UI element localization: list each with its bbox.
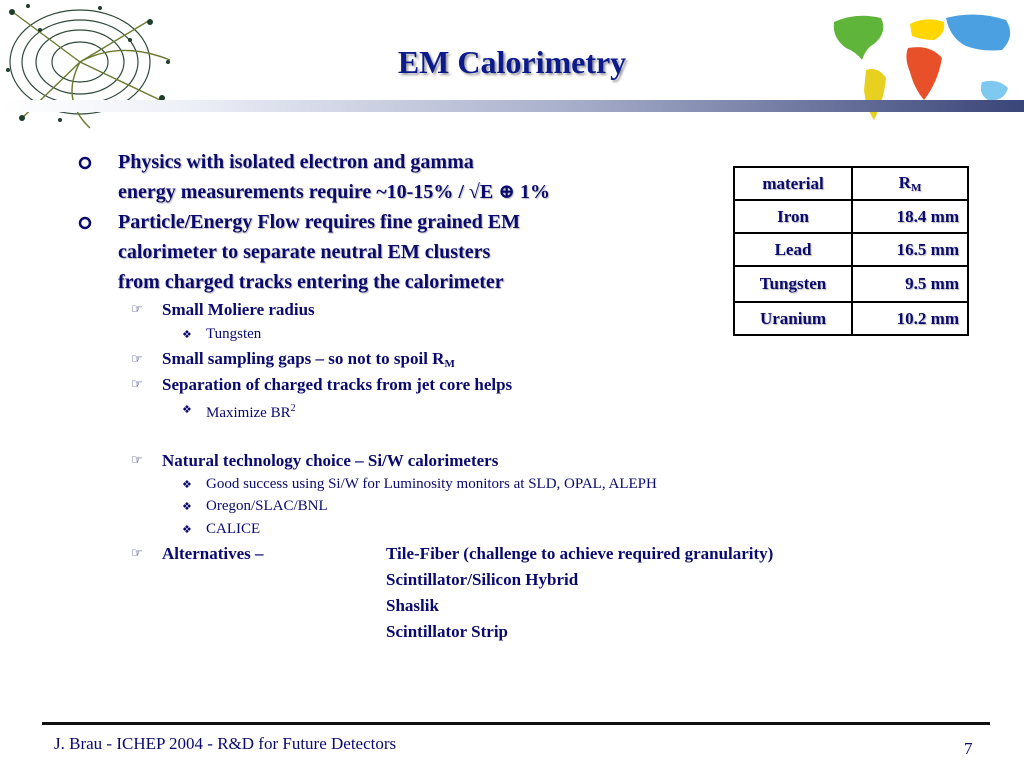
pointing-hand-bullet-icon: ☞: [131, 302, 143, 317]
bullet-particle-flow-line3: from charged tracks entering the calorimeter: [118, 271, 504, 293]
table-header-rm: [852, 167, 968, 200]
table-cell-value: 18.4 mm: [852, 200, 968, 233]
bullet-physics-line1: Physics with isolated electron and gamma: [118, 151, 474, 173]
alternative-item: Scintillator Strip: [386, 622, 508, 641]
maximize-text: Maximize BR: [206, 405, 291, 421]
table-cell-material: Iron: [734, 200, 852, 233]
table-header-material: material: [734, 167, 852, 200]
table-cell-material: Lead: [734, 233, 852, 266]
hollow-circle-bullet-icon: [78, 156, 92, 170]
diamond-star-bullet-icon: ❖: [182, 328, 192, 341]
diamond-star-bullet-icon: ❖: [182, 500, 192, 513]
slide-title: EM Calorimetry: [397, 44, 627, 80]
page-number: 7: [964, 739, 973, 758]
bullet-natural-technology: Natural technology choice – Si/W calorimeters: [162, 451, 499, 470]
table-row: [734, 233, 968, 266]
bullet-physics-line2: energy measurements require ~10-15% / √E ⊕ 1%: [118, 181, 550, 203]
bullet-alternatives-label: Alternatives –: [162, 544, 264, 563]
rm-subscript: M: [910, 182, 922, 194]
rm-main: R: [898, 173, 911, 192]
bullet-particle-flow-line2: calorimeter to separate neutral EM clusters: [118, 241, 491, 263]
pointing-hand-bullet-icon: ☞: [131, 546, 143, 561]
alternative-item: Tile-Fiber (challenge to achieve required granularity): [386, 544, 774, 563]
bullet-good-success: Good success using Si/W for Luminosity monitors at SLD, OPAL, ALEPH: [206, 476, 657, 492]
bullet-oregon: Oregon/SLAC/BNL: [206, 498, 328, 514]
table-cell-material: Tungsten: [734, 266, 852, 302]
table-cell-material: Uranium: [734, 302, 852, 335]
table-header-row: [734, 167, 968, 200]
small-gaps-text: Small sampling gaps – so not to spoil R: [162, 349, 445, 368]
table-cell-value: 10.2 mm: [852, 302, 968, 335]
bullet-small-moliere: Small Moliere radius: [162, 300, 315, 319]
table-row: [734, 200, 968, 233]
footer-text: J. Brau - ICHEP 2004 - R&D for Future Detectors: [54, 734, 397, 753]
bullet-tungsten: Tungsten: [206, 326, 262, 342]
table-row: [734, 302, 968, 335]
footer-divider: [42, 722, 990, 725]
bullet-calice: CALICE: [206, 521, 261, 537]
bullet-particle-flow-line1: Particle/Energy Flow requires fine grained EM: [118, 211, 520, 233]
hollow-circle-bullet-icon: [78, 216, 92, 230]
bullet-separation: Separation of charged tracks from jet core helps: [162, 375, 513, 394]
maximize-superscript: 2: [290, 403, 296, 414]
moliere-radius-table: [733, 166, 969, 336]
small-gaps-subscript: M: [444, 358, 455, 370]
bullet-maximize-br: [206, 399, 296, 423]
table-cell-value: 9.5 mm: [852, 266, 968, 302]
diamond-star-bullet-icon: ❖: [182, 523, 192, 536]
header-gradient-bar: [0, 100, 1024, 112]
table-cell-value: 16.5 mm: [852, 233, 968, 266]
diamond-star-bullet-icon: ❖: [182, 403, 192, 416]
diamond-star-bullet-icon: ❖: [182, 478, 192, 491]
pointing-hand-bullet-icon: ☞: [131, 352, 143, 367]
alternative-item: Shaslik: [386, 596, 439, 615]
bullet-small-sampling-gaps: [162, 348, 455, 375]
alternative-item: Scintillator/Silicon Hybrid: [386, 570, 579, 589]
table-row: [734, 266, 968, 302]
pointing-hand-bullet-icon: ☞: [131, 453, 143, 468]
pointing-hand-bullet-icon: ☞: [131, 377, 143, 392]
